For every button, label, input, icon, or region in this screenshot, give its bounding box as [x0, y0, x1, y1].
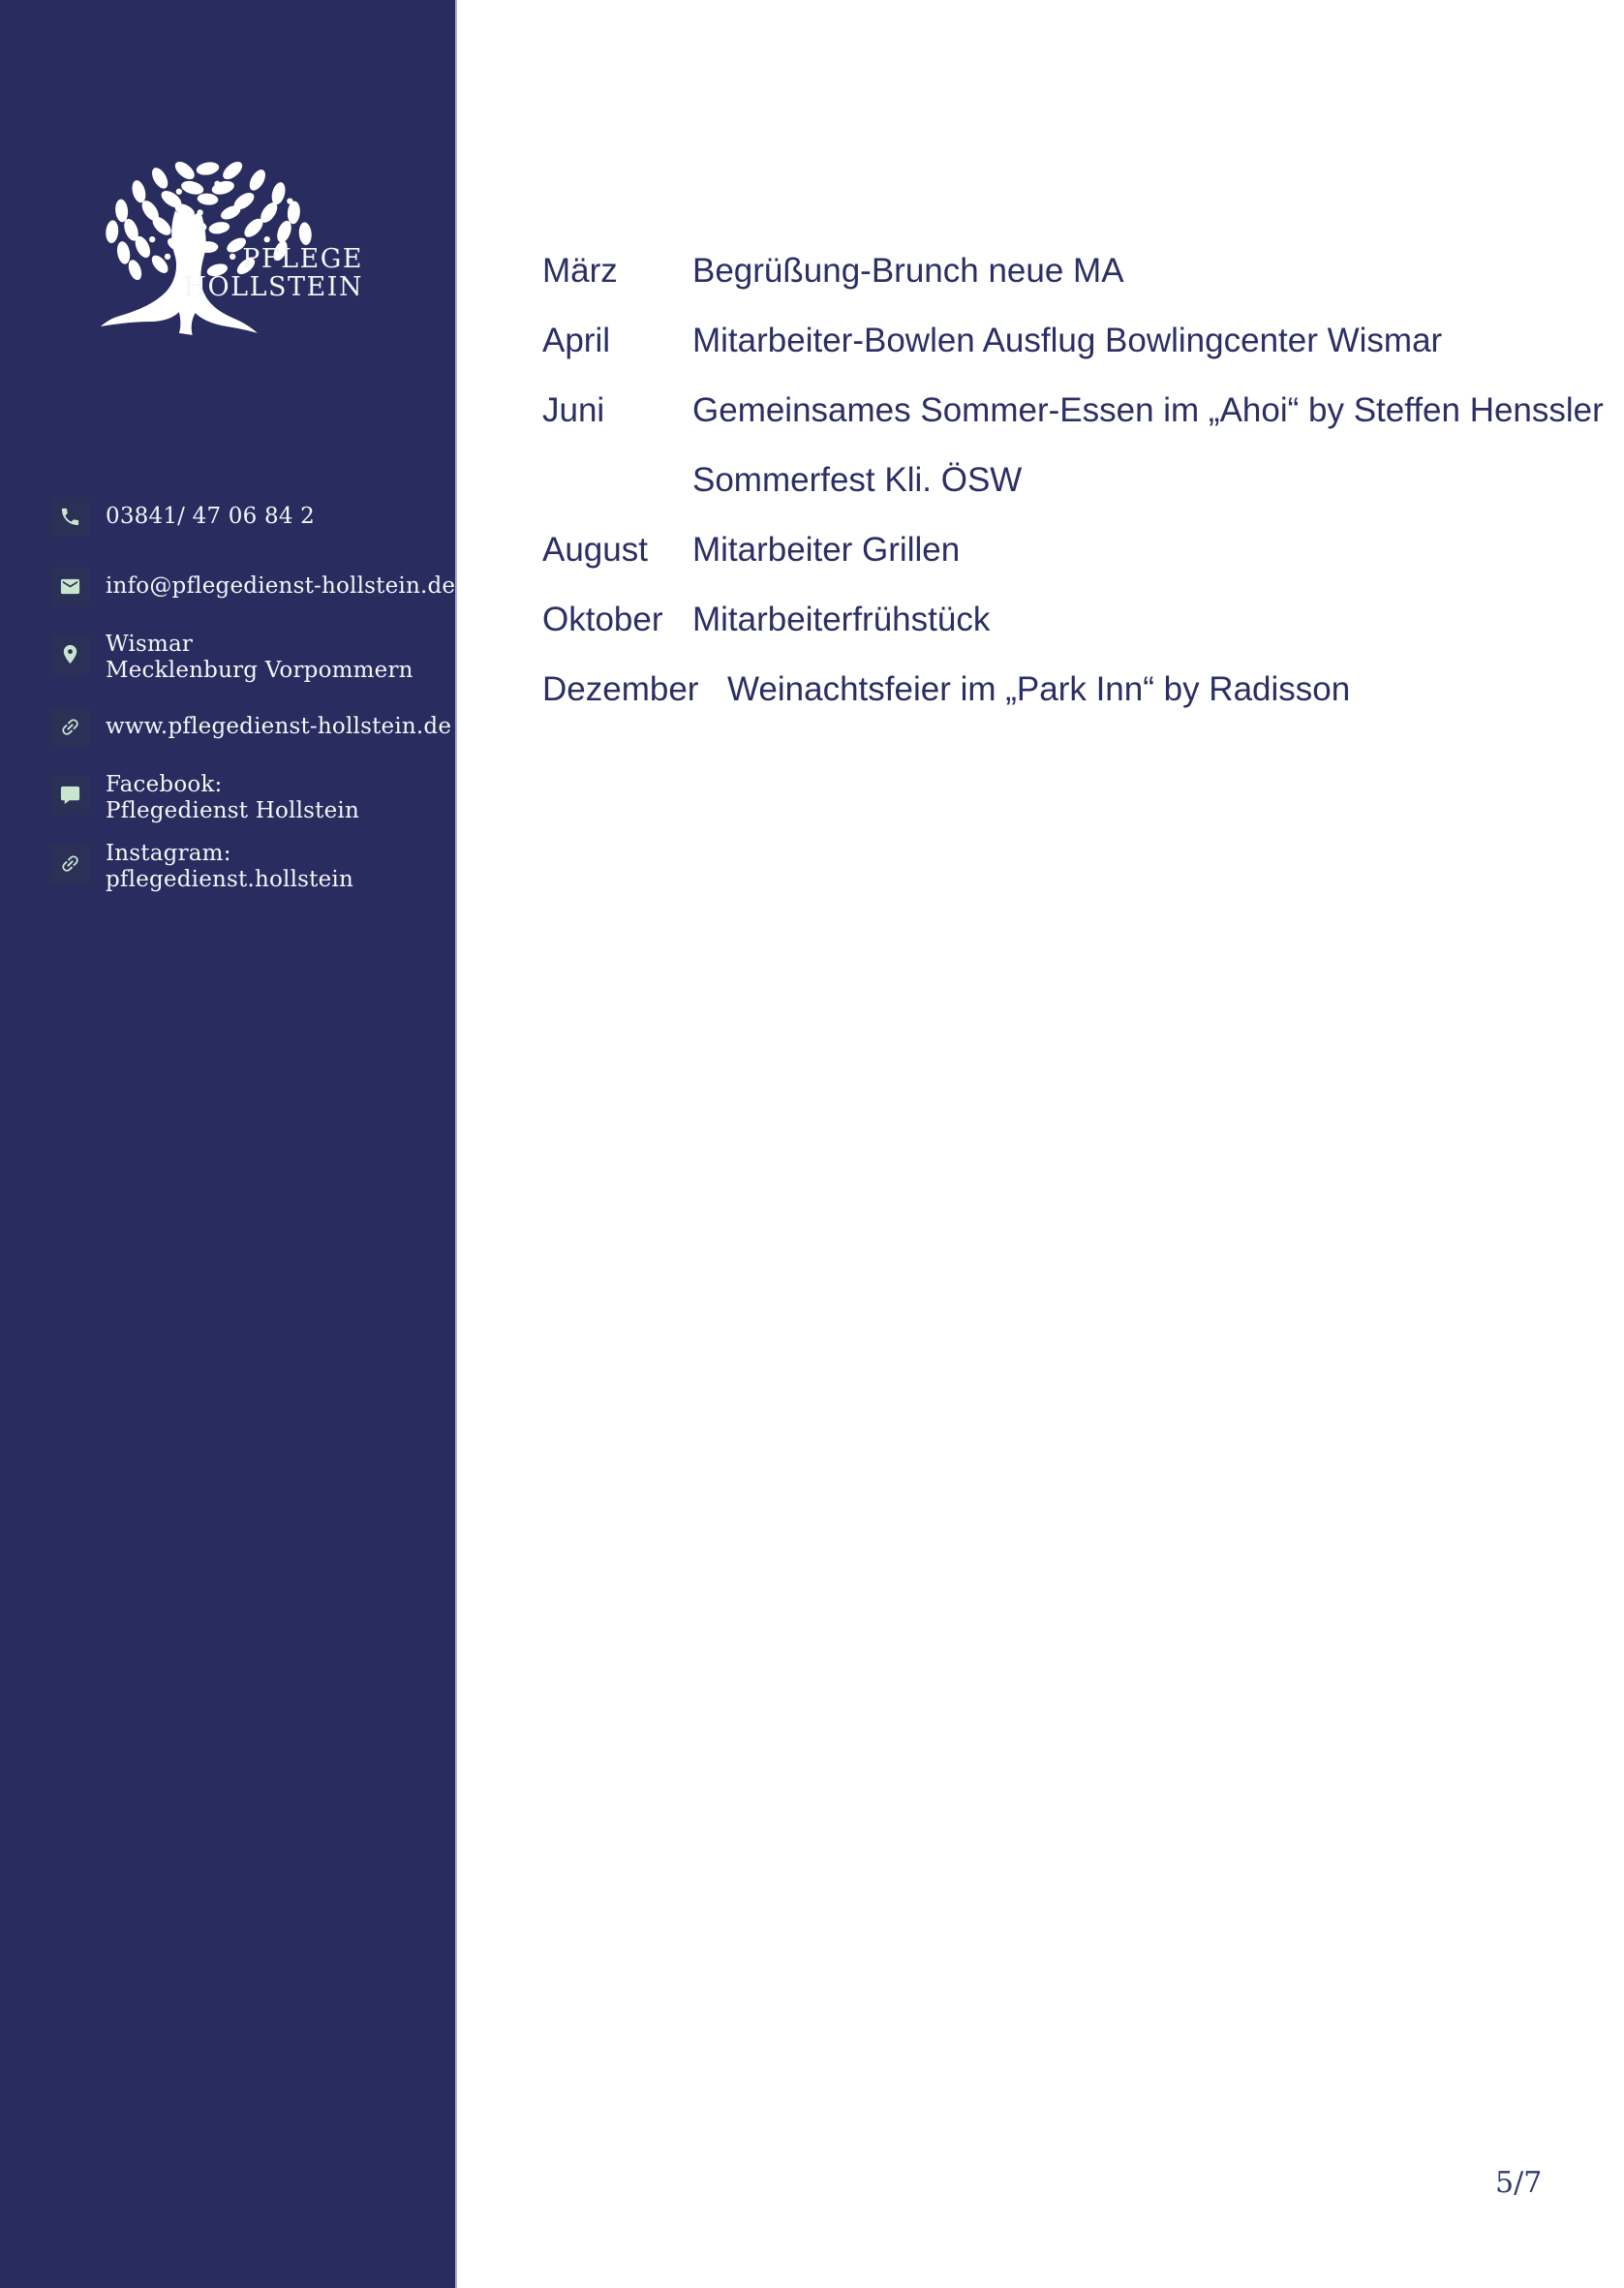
contact-item-instagram — [50, 841, 353, 893]
contact-item-phone — [50, 497, 315, 537]
contact-item-facebook — [50, 772, 359, 824]
instagram-handle[interactable]: pflegedienst.hollstein — [106, 867, 353, 892]
chat-icon — [50, 775, 90, 815]
event-label: Mitarbeiter-Bowlen Ausflug Bowlingcenter Wismar — [692, 322, 1443, 359]
event-label: Mitarbeiterfrühstück — [692, 601, 991, 638]
mail-icon — [50, 567, 90, 606]
event-label: Weinachtsfeier im „Park Inn“ by Radisson — [727, 670, 1351, 708]
contact-item-website — [50, 707, 451, 747]
event-label: Mitarbeiter Grillen — [692, 531, 961, 569]
instagram-label: Instagram: — [106, 841, 231, 866]
location-line1: Wismar — [106, 632, 194, 657]
link-icon — [50, 844, 90, 883]
month-label: März — [542, 252, 618, 290]
event-label: Sommerfest Kli. ÖSW — [692, 461, 1023, 499]
website-url[interactable]: www.pflegedienst-hollstein.de — [106, 714, 452, 739]
brand-line2: HOLLSTEIN — [183, 272, 363, 302]
location-line2: Mecklenburg Vorpommern — [106, 658, 414, 683]
facebook-handle[interactable]: Pflegedienst Hollstein — [106, 798, 359, 823]
event-label: Begrüßung-Brunch neue MA — [692, 252, 1124, 290]
brand-wordmark — [145, 245, 363, 301]
phone-number: 03841/ 47 06 84 2 — [106, 504, 315, 529]
month-label: Juni — [542, 391, 605, 429]
contact-item-location — [50, 634, 414, 684]
facebook-label: Facebook: — [106, 772, 223, 797]
month-label: Oktober — [542, 601, 663, 638]
sidebar — [0, 0, 457, 2288]
page-number: 5/7 — [1495, 2166, 1543, 2200]
map-pin-icon — [50, 634, 90, 674]
event-label: Gemeinsames Sommer-Essen im „Ahoi“ by Steffen Henssler — [692, 391, 1604, 429]
month-label: Dezember — [542, 670, 699, 708]
email-address[interactable]: info@pflegedienst-hollstein.de — [106, 573, 456, 599]
link-icon — [50, 707, 90, 747]
event-schedule — [542, 252, 1604, 740]
brand-line1: PFLEGE — [242, 244, 363, 274]
month-label: April — [542, 322, 611, 359]
phone-icon — [50, 497, 90, 537]
contact-item-email — [50, 567, 455, 606]
month-label: August — [542, 531, 648, 569]
